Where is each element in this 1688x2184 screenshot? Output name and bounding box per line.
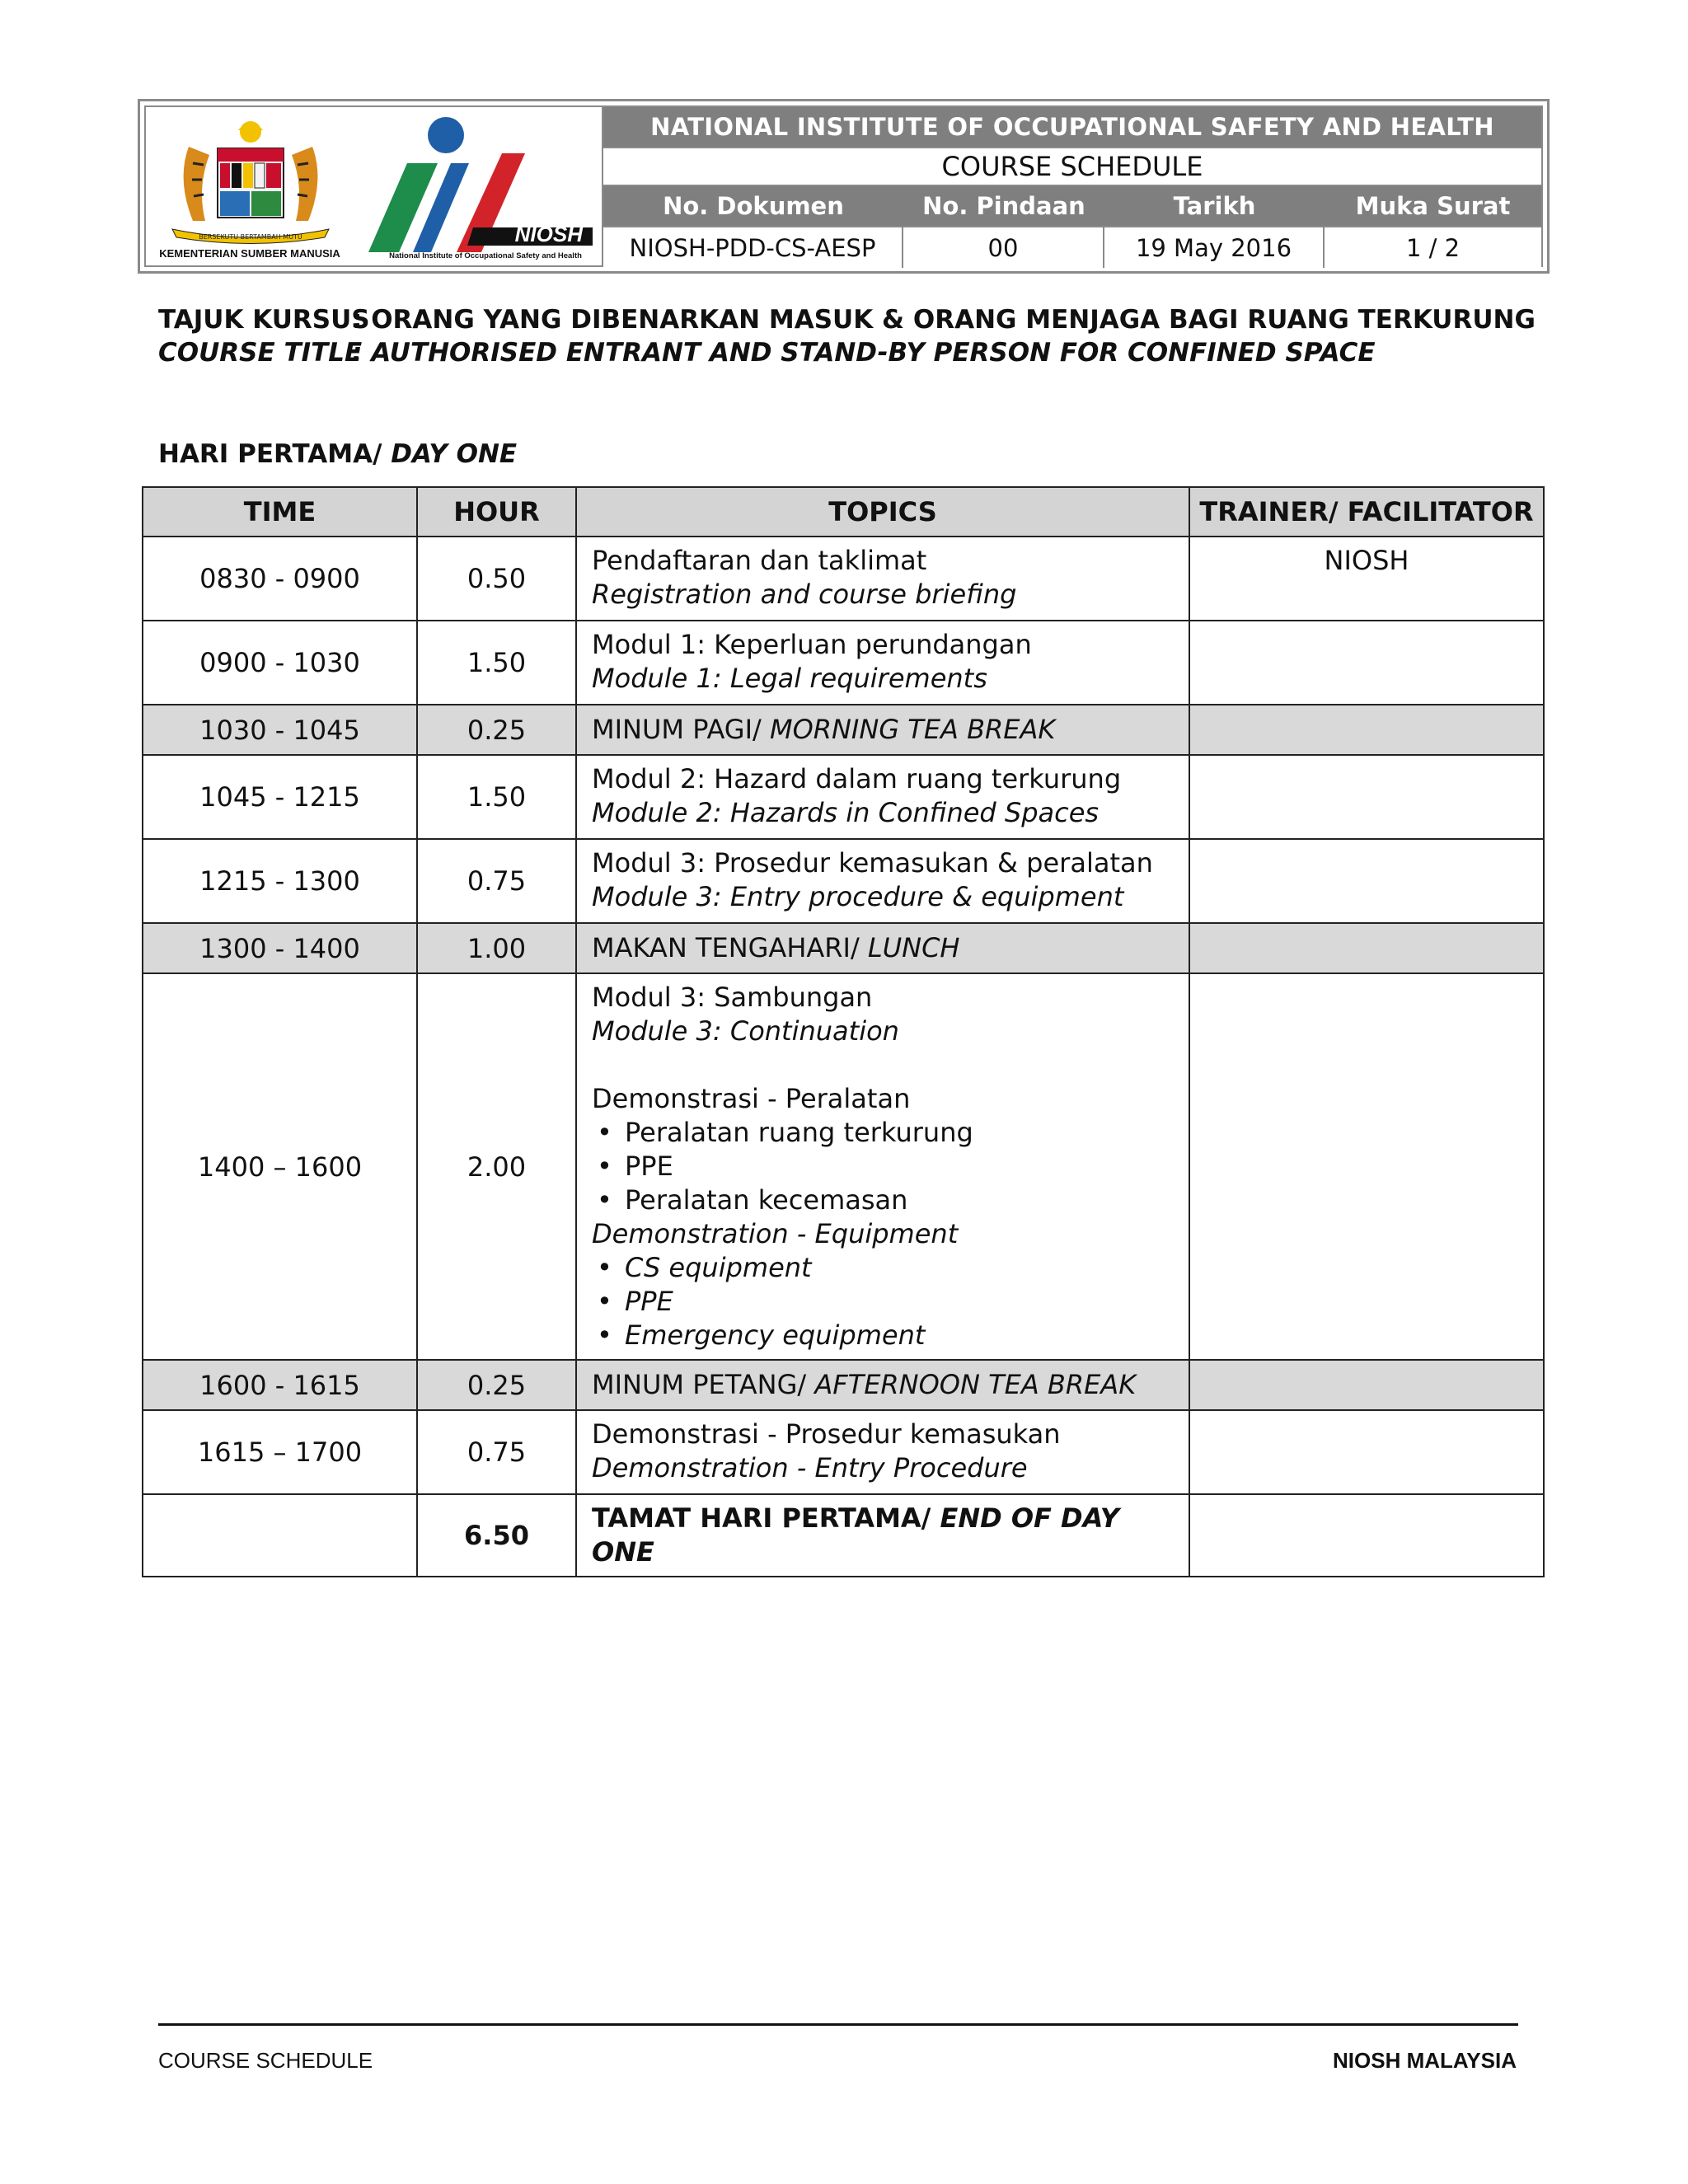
day-heading-english: DAY ONE bbox=[391, 439, 518, 469]
label-doc-no: No. Dokumen bbox=[663, 192, 844, 220]
day-heading bbox=[158, 439, 517, 469]
value-page: 1 / 2 bbox=[1405, 233, 1461, 262]
topic-english: Demonstration - Entry Procedure bbox=[592, 1452, 1028, 1483]
footer-left: COURSE SCHEDULE bbox=[158, 2048, 373, 2073]
break-row bbox=[143, 1360, 1544, 1410]
table-row bbox=[143, 755, 1544, 839]
cell-hour: 1.50 bbox=[417, 621, 576, 705]
cell-trainer bbox=[1189, 1410, 1544, 1494]
cell-time: 0830 - 0900 bbox=[143, 537, 417, 621]
list-item: • PPE bbox=[625, 1150, 1174, 1183]
label-page: Muka Surat bbox=[1355, 192, 1511, 220]
spacer bbox=[592, 1048, 1174, 1082]
cell-topic bbox=[576, 621, 1189, 705]
cell-trainer bbox=[1189, 1494, 1544, 1577]
topic-malay: Demonstrasi - Prosedur kemasukan bbox=[592, 1418, 1061, 1450]
cell-topic bbox=[576, 755, 1189, 839]
niosh-caption: National Institute of Occupational Safety and Health bbox=[389, 251, 582, 260]
topic-malay: Modul 1: Keperluan perundangan bbox=[592, 629, 1032, 660]
cell-hour: 0.75 bbox=[417, 839, 576, 923]
topic-english: Module 3: Entry procedure & equipment bbox=[592, 881, 1124, 912]
break-malay: MINUM PAGI/ bbox=[592, 714, 770, 745]
table-row bbox=[143, 537, 1544, 621]
course-title-english bbox=[158, 338, 1376, 368]
crest-caption: KEMENTERIAN SUMBER MANUSIA bbox=[159, 247, 340, 260]
break-row bbox=[143, 705, 1544, 755]
malaysia-crest-icon bbox=[156, 114, 345, 246]
cell-trainer bbox=[1189, 621, 1544, 705]
header-trainer: TRAINER/ FACILITATOR bbox=[1189, 487, 1544, 537]
document-control-grid bbox=[603, 107, 1541, 265]
list-item: • CS equipment bbox=[625, 1251, 1174, 1285]
cell-trainer bbox=[1189, 973, 1544, 1360]
break-row bbox=[143, 923, 1544, 973]
cell-time: 0900 - 1030 bbox=[143, 621, 417, 705]
topic-english: Module 1: Legal requirements bbox=[592, 663, 987, 694]
course-title-malay-text: : ORANG YANG DIBENARKAN MASUK & ORANG MENJAGA BAGI RUANG TERKURUNG bbox=[352, 305, 1536, 335]
cell-time: 1215 - 1300 bbox=[143, 839, 417, 923]
institute-name: NATIONAL INSTITUTE OF OCCUPATIONAL SAFETY AND HEALTH bbox=[603, 107, 1541, 147]
topic-malay: Modul 3: Prosedur kemasukan & peralatan bbox=[592, 847, 1153, 879]
course-title-malay-label: TAJUK KURSUS bbox=[158, 305, 370, 335]
cell-time: 1030 - 1045 bbox=[143, 705, 417, 755]
cell-hour: 0.25 bbox=[417, 705, 576, 755]
break-english: MORNING TEA BREAK bbox=[769, 714, 1056, 745]
footer-right: NIOSH MALAYSIA bbox=[1333, 2048, 1517, 2073]
cell-hour: 0.50 bbox=[417, 537, 576, 621]
total-hours: 6.50 bbox=[417, 1494, 576, 1577]
demo-malay-list bbox=[592, 1116, 1174, 1217]
header-time: TIME bbox=[143, 487, 417, 537]
break-english: AFTERNOON TEA BREAK bbox=[814, 1369, 1137, 1400]
table-row bbox=[143, 839, 1544, 923]
header-hour: HOUR bbox=[417, 487, 576, 537]
cell-trainer bbox=[1189, 1360, 1544, 1410]
cell-hour: 1.00 bbox=[417, 923, 576, 973]
cell-time: 1300 - 1400 bbox=[143, 923, 417, 973]
demo-english-heading: Demonstration - Equipment bbox=[592, 1218, 959, 1249]
cell-trainer bbox=[1189, 839, 1544, 923]
list-item: • PPE bbox=[625, 1285, 1174, 1319]
cell-hour: 0.75 bbox=[417, 1410, 576, 1494]
cell-time: 1600 - 1615 bbox=[143, 1360, 417, 1410]
break-english: LUNCH bbox=[867, 932, 960, 963]
control-labels-row bbox=[603, 186, 1541, 226]
list-item: • Peralatan ruang terkurung bbox=[625, 1116, 1174, 1150]
cell-time: 1045 - 1215 bbox=[143, 755, 417, 839]
cell-hour: 1.50 bbox=[417, 755, 576, 839]
value-revision: 00 bbox=[903, 227, 1104, 268]
footer-rule bbox=[158, 2023, 1518, 2026]
day-heading-malay: HARI PERTAMA/ bbox=[158, 439, 392, 469]
label-date: Tarikh bbox=[1173, 192, 1256, 220]
total-label bbox=[576, 1494, 1189, 1577]
break-malay: MAKAN TENGAHARI/ bbox=[592, 932, 868, 963]
cell-hour: 2.00 bbox=[417, 973, 576, 1360]
niosh-logo-icon bbox=[362, 112, 597, 260]
crest-motto: BERSEKUTU BERTAMBAH MUTU bbox=[199, 233, 302, 241]
cell-trainer bbox=[1189, 705, 1544, 755]
list-item: • Peralatan kecemasan bbox=[625, 1183, 1174, 1217]
topic-malay: Pendaftaran dan taklimat bbox=[592, 545, 927, 576]
break-malay: MINUM PETANG/ bbox=[592, 1369, 815, 1400]
cell-hour: 0.25 bbox=[417, 1360, 576, 1410]
demo-malay-heading: Demonstrasi - Peralatan bbox=[592, 1083, 911, 1114]
list-item: • Emergency equipment bbox=[625, 1319, 1174, 1352]
course-title-malay bbox=[158, 305, 1536, 335]
demo-english-list bbox=[592, 1251, 1174, 1352]
document-header bbox=[138, 99, 1550, 274]
control-values-row bbox=[603, 226, 1541, 268]
cell-time: 1615 – 1700 bbox=[143, 1410, 417, 1494]
cell-time bbox=[143, 1494, 417, 1577]
topic-english: Registration and course briefing bbox=[592, 579, 1017, 610]
topic-english: Module 2: Hazards in Confined Spaces bbox=[592, 797, 1100, 828]
table-header-row bbox=[143, 487, 1544, 537]
cell-trainer: NIOSH bbox=[1189, 537, 1544, 621]
cell-topic bbox=[576, 537, 1189, 621]
label-revision: No. Pindaan bbox=[922, 192, 1085, 220]
total-row bbox=[143, 1494, 1544, 1577]
topic-malay: Modul 2: Hazard dalam ruang terkurung bbox=[592, 763, 1122, 794]
document-type: COURSE SCHEDULE bbox=[603, 147, 1541, 186]
total-label-english: END OF DAY ONE bbox=[592, 1502, 1119, 1568]
logo-area bbox=[146, 107, 603, 265]
cell-topic bbox=[576, 1410, 1189, 1494]
table-row bbox=[143, 621, 1544, 705]
cell-topic bbox=[576, 705, 1189, 755]
topic-malay: Modul 3: Sambungan bbox=[592, 982, 873, 1013]
cell-trainer bbox=[1189, 923, 1544, 973]
course-title-english-text: : AUTHORISED ENTRANT AND STAND-BY PERSON FOR CONFINED SPACE bbox=[352, 338, 1376, 368]
course-title-english-label: COURSE TITLE bbox=[158, 338, 363, 368]
header-inner bbox=[144, 105, 1543, 267]
header-topics: TOPICS bbox=[576, 487, 1189, 537]
cell-topic bbox=[576, 973, 1189, 1360]
cell-topic bbox=[576, 1360, 1189, 1410]
niosh-logo-text: NIOSH bbox=[514, 222, 583, 246]
table-row bbox=[143, 973, 1544, 1360]
total-label-malay: TAMAT HARI PERTAMA/ bbox=[592, 1502, 940, 1534]
schedule-table bbox=[142, 486, 1545, 1577]
cell-time: 1400 – 1600 bbox=[143, 973, 417, 1360]
topic-english: Module 3: Continuation bbox=[592, 1015, 899, 1047]
cell-topic bbox=[576, 923, 1189, 973]
value-date: 19 May 2016 bbox=[1104, 227, 1325, 268]
cell-trainer bbox=[1189, 755, 1544, 839]
table-row bbox=[143, 1410, 1544, 1494]
cell-topic bbox=[576, 839, 1189, 923]
value-doc-no: NIOSH-PDD-CS-AESP bbox=[603, 227, 903, 268]
